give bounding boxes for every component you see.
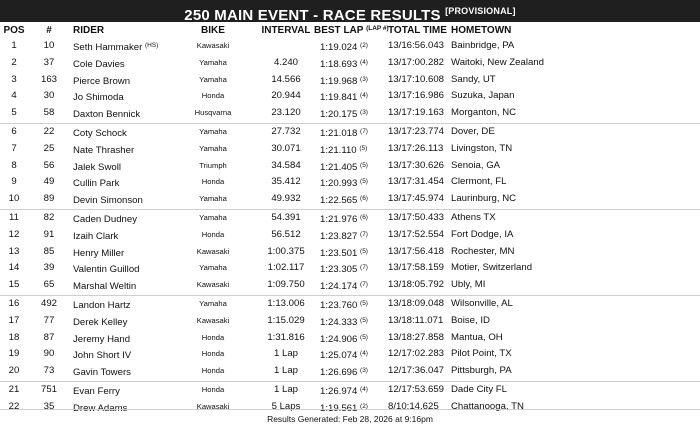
cell-total-time: 13/17:00.282 xyxy=(388,56,445,68)
cell-number: 65 xyxy=(43,279,55,291)
cell-hometown: Wilsonville, AL xyxy=(451,297,513,309)
cell-number: 751 xyxy=(40,383,57,395)
header-best-lap-label: BEST LAP xyxy=(314,25,364,36)
table-row xyxy=(0,38,700,55)
cell-hometown: Ubly, MI xyxy=(451,279,486,291)
cell-interval: 1:00.375 xyxy=(267,245,305,257)
cell-bike: Kawasaki xyxy=(196,315,230,325)
cell-rider xyxy=(73,191,143,210)
cell-number: 37 xyxy=(43,56,55,68)
table-row xyxy=(0,277,700,294)
best-lap-number: (4) xyxy=(360,350,368,358)
best-lap-number: (6) xyxy=(360,195,368,203)
cell-total-time: 13/17:26.113 xyxy=(388,142,444,154)
table-row xyxy=(0,227,700,244)
header-bike: BIKE xyxy=(201,25,225,36)
cell-bike: Triumph xyxy=(199,160,227,170)
cell-hometown: Pittsburgh, PA xyxy=(451,365,512,377)
cell-total-time: 12/17:36.047 xyxy=(388,365,445,377)
best-lap-time: 1:23.760 xyxy=(320,299,358,311)
cell-number: 49 xyxy=(43,176,55,188)
cell-bike: Yamaha xyxy=(199,194,227,204)
cell-interval: 23.120 xyxy=(271,107,301,119)
cell-bike: Honda xyxy=(201,91,225,101)
cell-number: 85 xyxy=(43,245,55,257)
cell-pos: 6 xyxy=(11,125,17,137)
cell-interval: 14.566 xyxy=(271,73,301,85)
cell-pos: 22 xyxy=(8,400,20,412)
cell-total-time: 13/18:05.792 xyxy=(388,279,445,291)
best-lap-number: (5) xyxy=(359,144,368,152)
rider-name: Landon Hartz xyxy=(73,299,131,311)
table-row xyxy=(0,382,700,399)
cell-interval: 1:31.816 xyxy=(267,331,305,343)
table-row xyxy=(0,141,700,158)
table-row xyxy=(0,363,700,380)
cell-bike: Kawasaki xyxy=(196,41,230,50)
best-lap-number: (5) xyxy=(360,333,368,341)
cell-interval: 1:15.029 xyxy=(267,314,305,326)
best-lap-time: 1:24.906 xyxy=(320,333,358,345)
cell-total-time: 13/17:56.418 xyxy=(388,245,445,257)
cell-pos: 20 xyxy=(8,365,20,377)
cell-bike: Yamaha xyxy=(199,126,227,136)
best-lap-number: (5) xyxy=(360,316,368,324)
cell-pos: 1 xyxy=(11,40,17,51)
cell-best-lap xyxy=(320,105,368,124)
cell-hometown: Rochester, MN xyxy=(451,245,515,257)
cell-bike: Yamaha xyxy=(199,74,227,84)
cell-hometown: Motier, Switzerland xyxy=(451,262,533,274)
best-lap-number: (4) xyxy=(360,58,368,66)
cell-number: 163 xyxy=(40,73,57,85)
table-row xyxy=(0,399,700,416)
rider-name: Evan Ferry xyxy=(73,385,120,397)
cell-total-time: 12/17:02.283 xyxy=(388,348,445,360)
cell-pos: 19 xyxy=(8,348,20,360)
cell-hometown: Bainbridge, PA xyxy=(451,40,515,51)
table-row xyxy=(0,158,700,175)
cell-interval: 34.584 xyxy=(271,159,301,171)
cell-hometown: Dade City FL xyxy=(451,383,507,395)
page-title xyxy=(0,0,700,22)
cell-number: 10 xyxy=(43,40,55,51)
cell-number: 77 xyxy=(43,314,55,326)
best-lap-time: 1:23.305 xyxy=(320,264,358,276)
header-best-lap xyxy=(314,25,389,36)
cell-bike: Kawasaki xyxy=(196,246,230,256)
cell-hometown: Mantua, OH xyxy=(451,331,503,343)
cell-hometown: Livingston, TN xyxy=(451,142,513,154)
cell-total-time: 8/10:14.625 xyxy=(388,400,439,412)
best-lap-time: 1:22.565 xyxy=(320,195,358,207)
best-lap-time: 1:24.333 xyxy=(320,316,358,328)
table-row xyxy=(0,260,700,277)
cell-pos: 7 xyxy=(11,142,17,154)
rider-name: Nate Thrasher xyxy=(73,144,135,156)
best-lap-time: 1:23.827 xyxy=(320,230,358,242)
cell-total-time: 13/18:09.048 xyxy=(388,297,445,309)
best-lap-number: (5) xyxy=(360,299,368,307)
cell-interval: 1:13.006 xyxy=(267,297,305,309)
cell-hometown: Senoia, GA xyxy=(451,159,501,171)
cell-total-time: 13/16:56.043 xyxy=(388,40,445,51)
cell-number: 35 xyxy=(43,400,55,412)
cell-number: 89 xyxy=(43,193,55,205)
header-rider: RIDER xyxy=(73,25,105,36)
rider-name: Izaih Clark xyxy=(73,230,119,242)
table-row xyxy=(0,191,700,208)
table-row xyxy=(0,72,700,89)
best-lap-time: 1:25.074 xyxy=(320,350,358,362)
cell-total-time: 13/17:19.163 xyxy=(388,107,445,119)
cell-interval: 5 Laps xyxy=(271,400,301,412)
cell-hometown: Morganton, NC xyxy=(451,107,517,119)
rider-name: Coty Schock xyxy=(73,127,127,139)
best-lap-time: 1:21.018 xyxy=(320,127,358,139)
cell-interval: 30.071 xyxy=(271,142,301,154)
cell-interval: 56.512 xyxy=(271,228,301,240)
cell-total-time: 13/17:31.454 xyxy=(388,176,445,188)
rider-name: Marshal Weltin xyxy=(73,281,137,293)
cell-best-lap xyxy=(320,277,368,296)
best-lap-time: 1:21.110 xyxy=(320,144,357,156)
rider-name: Seth Hammaker xyxy=(73,42,143,53)
cell-interval: 35.412 xyxy=(271,176,301,188)
header-total-time: TOTAL TIME xyxy=(388,25,447,36)
cell-bike: Honda xyxy=(201,349,225,359)
cell-rider xyxy=(73,277,136,296)
rider-name: Gavin Towers xyxy=(73,367,131,379)
cell-pos: 15 xyxy=(8,279,20,291)
cell-interval: 1:02.117 xyxy=(267,262,305,274)
best-lap-number: (3) xyxy=(360,367,368,375)
cell-interval: 49.932 xyxy=(271,193,301,205)
cell-number: 56 xyxy=(43,159,55,171)
best-lap-time: 1:21.976 xyxy=(320,213,358,225)
table-header xyxy=(0,22,700,38)
cell-hometown: Clermont, FL xyxy=(451,176,507,188)
cell-number: 39 xyxy=(43,262,55,274)
table-row xyxy=(0,88,700,105)
cell-pos: 11 xyxy=(9,211,19,223)
cell-bike: Husqvarna xyxy=(194,108,232,118)
cell-pos: 8 xyxy=(11,159,17,171)
results-generated: Results Generated: Feb 28, 2026 at 9:16pm xyxy=(267,414,433,424)
table-row xyxy=(0,124,700,141)
rider-name: Henry Miller xyxy=(73,247,125,259)
cell-pos: 13 xyxy=(8,245,20,257)
provisional-badge: [PROVISIONAL] xyxy=(445,6,516,16)
cell-interval: 20.944 xyxy=(271,90,301,102)
cell-pos: 5 xyxy=(11,107,17,119)
table-row xyxy=(0,55,700,72)
cell-total-time: 13/17:30.626 xyxy=(388,159,445,171)
cell-bike: Yamaha xyxy=(199,212,227,222)
rider-name: Devin Simonson xyxy=(73,195,143,207)
cell-bike: Yamaha xyxy=(199,263,227,273)
cell-bike: Honda xyxy=(201,366,225,376)
footer-divider xyxy=(0,409,700,410)
cell-number: 492 xyxy=(40,297,57,309)
best-lap-number: (5) xyxy=(360,161,368,169)
best-lap-number: (7) xyxy=(360,230,368,238)
rider-name: Pierce Brown xyxy=(73,75,131,87)
cell-interval: 1 Lap xyxy=(273,383,298,395)
table-row xyxy=(0,174,700,191)
cell-pos: 18 xyxy=(8,331,20,343)
cell-bike: Honda xyxy=(201,384,225,394)
cell-total-time: 13/18:11.071 xyxy=(388,314,444,326)
cell-total-time: 13/17:50.433 xyxy=(388,211,445,223)
best-lap-number: (3) xyxy=(360,109,368,117)
cell-rider xyxy=(73,363,131,382)
rider-name: John Short IV xyxy=(73,350,132,362)
cell-bike: Yamaha xyxy=(199,57,227,67)
header-interval: INTERVAL xyxy=(261,25,311,36)
best-lap-number: (4) xyxy=(360,385,368,393)
rider-name: Cullin Park xyxy=(73,178,120,190)
table-row xyxy=(0,346,700,363)
best-lap-number: (7) xyxy=(360,127,368,135)
best-lap-time: 1:19.561 xyxy=(320,402,358,414)
cell-bike: Kawasaki xyxy=(196,280,230,290)
cell-total-time: 13/17:52.554 xyxy=(388,228,445,240)
best-lap-number: (3) xyxy=(360,75,368,83)
cell-total-time: 13/17:45.974 xyxy=(388,193,445,205)
cell-pos: 10 xyxy=(8,193,20,205)
cell-number: 82 xyxy=(43,211,55,223)
cell-number: 30 xyxy=(43,90,55,102)
best-lap-time: 1:23.501 xyxy=(320,247,358,259)
header-pos: POS xyxy=(3,25,25,36)
cell-pos: 9 xyxy=(11,176,17,188)
cell-best-lap xyxy=(320,363,368,382)
results-table xyxy=(0,38,700,416)
best-lap-time: 1:19.024 xyxy=(320,42,358,53)
cell-pos: 2 xyxy=(11,56,17,68)
cell-interval: 54.391 xyxy=(271,211,301,223)
cell-bike: Honda xyxy=(201,332,225,342)
cell-bike: Honda xyxy=(201,177,225,187)
header-number: # xyxy=(46,25,52,36)
cell-number: 73 xyxy=(43,365,55,377)
rider-name: Caden Dudney xyxy=(73,213,138,225)
best-lap-time: 1:20.175 xyxy=(320,109,358,121)
cell-bike: Yamaha xyxy=(199,298,227,308)
cell-pos: 17 xyxy=(8,314,20,326)
title-text: 250 MAIN EVENT - RACE RESULTS xyxy=(184,7,441,24)
rider-name: Jo Shimoda xyxy=(73,92,124,104)
best-lap-time: 1:19.841 xyxy=(320,92,358,104)
cell-total-time: 13/17:16.986 xyxy=(388,90,445,102)
cell-number: 90 xyxy=(43,348,55,360)
cell-best-lap xyxy=(320,191,368,210)
cell-hometown: Sandy, UT xyxy=(451,73,496,85)
header-best-lap-sup: (LAP #) xyxy=(366,25,389,32)
cell-bike: Honda xyxy=(201,229,225,239)
rider-name: Jalek Swoll xyxy=(73,161,121,173)
rider-name: Valentin Guillod xyxy=(73,264,140,276)
best-lap-time: 1:26.696 xyxy=(320,367,358,379)
best-lap-time: 1:20.993 xyxy=(320,178,358,190)
cell-hometown: Dover, DE xyxy=(451,125,495,137)
cell-hometown: Waitoki, New Zealand xyxy=(451,56,544,68)
cell-number: 25 xyxy=(43,142,55,154)
cell-hometown: Chattanooga, TN xyxy=(451,400,524,412)
cell-interval: 27.732 xyxy=(271,125,301,137)
cell-bike: Yamaha xyxy=(199,143,227,153)
table-row xyxy=(0,105,700,122)
best-lap-time: 1:21.405 xyxy=(320,161,358,173)
cell-hometown: Pilot Point, TX xyxy=(451,348,512,360)
cell-total-time: 13/17:10.608 xyxy=(388,73,445,85)
cell-total-time: 12/17:53.659 xyxy=(388,383,445,395)
cell-rider xyxy=(73,105,140,124)
best-lap-time: 1:19.968 xyxy=(320,75,358,87)
cell-pos: 4 xyxy=(11,90,17,102)
best-lap-number: (5) xyxy=(360,247,368,255)
cell-interval: 1:09.750 xyxy=(267,279,305,291)
cell-total-time: 13/17:58.159 xyxy=(388,262,445,274)
cell-bike: Kawasaki xyxy=(196,401,230,411)
cell-pos: 21 xyxy=(8,383,20,395)
cell-hometown: Laurinburg, NC xyxy=(451,193,517,205)
cell-number: 87 xyxy=(43,331,55,343)
cell-pos: 16 xyxy=(8,297,20,309)
best-lap-time: 1:24.174 xyxy=(320,281,358,293)
best-lap-number: (6) xyxy=(360,213,368,221)
rider-name: Daxton Bennick xyxy=(73,109,141,121)
cell-hometown: Suzuka, Japan xyxy=(451,90,515,102)
cell-total-time: 13/17:23.774 xyxy=(388,125,445,137)
best-lap-time: 1:18.693 xyxy=(320,58,358,70)
cell-number: 58 xyxy=(43,107,55,119)
best-lap-number: (4) xyxy=(360,92,368,100)
rider-name: Cole Davies xyxy=(73,58,125,70)
cell-pos: 12 xyxy=(8,228,20,240)
cell-pos: 3 xyxy=(11,73,17,85)
cell-hometown: Fort Dodge, IA xyxy=(451,228,514,240)
rider-name: Jeremy Hand xyxy=(73,333,131,345)
best-lap-number: (7) xyxy=(360,264,368,272)
best-lap-number: (2) xyxy=(360,42,368,49)
best-lap-number: (7) xyxy=(360,281,368,289)
rider-name: Drew Adams xyxy=(73,402,128,414)
best-lap-time: 1:26.974 xyxy=(320,385,358,397)
cell-total-time: 13/18:27.858 xyxy=(388,331,445,343)
cell-number: 22 xyxy=(43,125,55,137)
rider-tag: (HS) xyxy=(144,42,159,49)
table-row xyxy=(0,313,700,330)
cell-hometown: Athens TX xyxy=(451,211,496,223)
cell-number: 91 xyxy=(43,228,55,240)
cell-interval: 1 Lap xyxy=(273,348,298,360)
rider-name: Derek Kelley xyxy=(73,316,128,328)
cell-interval: 4.240 xyxy=(273,56,298,68)
table-row xyxy=(0,244,700,261)
cell-hometown: Boise, ID xyxy=(451,314,490,326)
table-row xyxy=(0,330,700,347)
cell-interval: 1 Lap xyxy=(273,365,298,377)
best-lap-number: (2) xyxy=(360,402,368,410)
table-row xyxy=(0,210,700,227)
best-lap-number: (5) xyxy=(360,178,368,186)
cell-pos: 14 xyxy=(8,262,20,274)
table-row xyxy=(0,296,700,313)
header-hometown: HOMETOWN xyxy=(451,25,512,36)
